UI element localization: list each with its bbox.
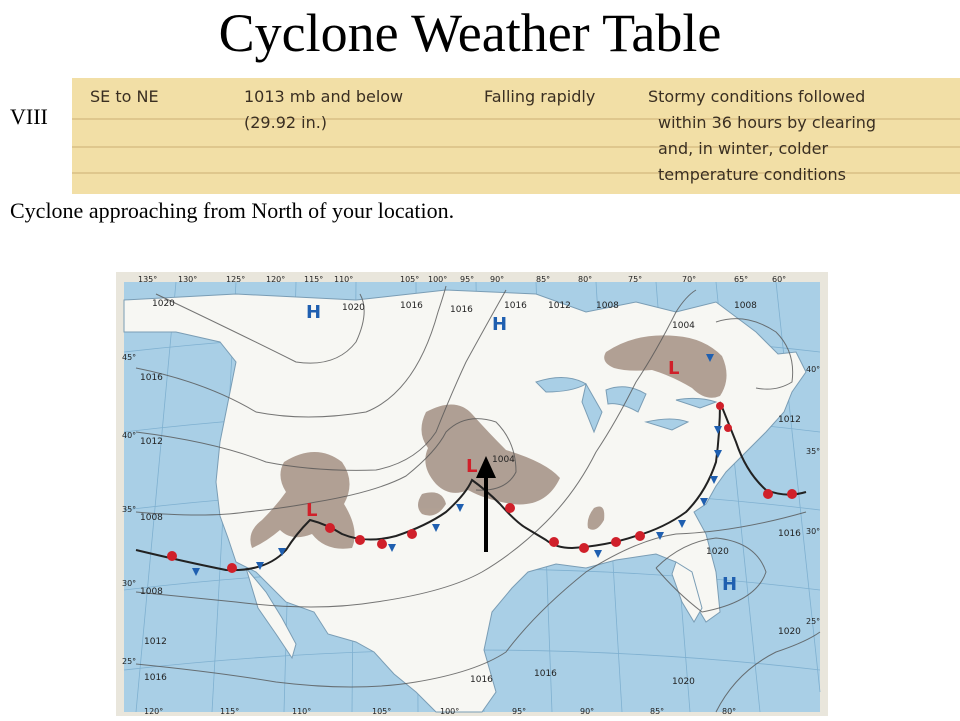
isobar-label: 1016 [140, 373, 163, 383]
isobar-label: 1008 [140, 587, 163, 597]
low-pressure-symbol: L [668, 358, 680, 379]
isobar-label: 1016 [400, 301, 423, 311]
longitude-label: 115° [220, 707, 240, 716]
forecast-line: and, in winter, colder [658, 139, 829, 158]
isobar-label: 1012 [778, 415, 801, 425]
longitude-label: 95° [512, 707, 527, 716]
longitude-label: 120° [266, 275, 286, 284]
isobar-label: 1012 [140, 437, 163, 447]
longitude-label: 90° [580, 707, 595, 716]
longitude-label: 75° [628, 275, 643, 284]
isobar-label: 1016 [504, 301, 527, 311]
isobar-label: 1016 [144, 673, 167, 683]
longitude-label: 135° [138, 275, 158, 284]
forecast-cell [648, 84, 948, 188]
weather-map [116, 272, 828, 716]
forecast-line: temperature conditions [658, 165, 846, 184]
longitude-label: 65° [734, 275, 749, 284]
longitude-label: 125° [226, 275, 246, 284]
high-pressure-symbol: H [722, 574, 738, 595]
isobar-label: 1016 [778, 529, 801, 539]
longitude-label: 105° [372, 707, 392, 716]
pressure-trend-cell: Falling rapidly [484, 87, 596, 106]
latitude-label: 30° [122, 579, 137, 588]
isobar-label: 1020 [672, 677, 695, 687]
longitude-label: 95° [460, 275, 475, 284]
slide-subtitle: Cyclone approaching from North of your location. [10, 198, 455, 223]
longitude-label: 100° [440, 707, 460, 716]
latitude-label: 40° [122, 431, 137, 440]
weather-table-row [72, 78, 960, 194]
latitude-label: 25° [806, 617, 821, 626]
latitude-label: 30° [806, 527, 821, 536]
isobar-label: 1020 [778, 627, 801, 637]
longitude-label: 110° [292, 707, 312, 716]
longitude-label: 105° [400, 275, 420, 284]
low-pressure-symbol: L [466, 456, 478, 477]
isobar-label: 1004 [492, 455, 515, 465]
high-pressure-symbol: H [306, 302, 322, 323]
isobar-label: 1008 [140, 513, 163, 523]
longitude-label: 115° [304, 275, 324, 284]
isobar-label: 1020 [152, 299, 175, 309]
longitude-labels-top [138, 275, 786, 284]
forecast-line: within 36 hours by clearing [658, 113, 877, 132]
longitude-label: 120° [144, 707, 164, 716]
latitude-label: 45° [122, 353, 137, 362]
longitude-label: 80° [722, 707, 737, 716]
forecast-line: Stormy conditions followed [648, 87, 866, 106]
slide-title: Cyclone Weather Table [218, 3, 722, 63]
isobar-label: 1020 [342, 303, 365, 313]
row-label: VIII [10, 104, 48, 129]
latitude-label: 40° [806, 365, 821, 374]
longitude-label: 60° [772, 275, 787, 284]
high-pressure-symbol: H [492, 314, 508, 335]
isobar-label: 1012 [144, 637, 167, 647]
weather-map-svg [116, 272, 828, 716]
low-pressure-symbol: L [306, 500, 318, 521]
longitude-label: 90° [490, 275, 505, 284]
isobar-label: 1008 [596, 301, 619, 311]
pressure-inches: (29.92 in.) [244, 113, 328, 132]
isobar-label: 1004 [672, 321, 695, 331]
isobar-label: 1012 [548, 301, 571, 311]
latitude-label: 25° [122, 657, 137, 666]
latitude-label: 35° [806, 447, 821, 456]
longitude-label: 85° [536, 275, 551, 284]
longitude-label: 100° [428, 275, 448, 284]
longitude-label: 130° [178, 275, 198, 284]
wind-direction-cell: SE to NE [90, 87, 159, 106]
isobar-label: 1016 [450, 305, 473, 315]
isobar-label: 1008 [734, 301, 757, 311]
latitude-label: 35° [122, 505, 137, 514]
pressure-cell [244, 84, 403, 136]
longitude-label: 70° [682, 275, 697, 284]
longitude-label: 85° [650, 707, 665, 716]
longitude-label: 80° [578, 275, 593, 284]
pressure-value: 1013 mb and below [244, 87, 404, 106]
isobar-label: 1016 [534, 669, 557, 679]
longitude-label: 110° [334, 275, 354, 284]
isobar-label: 1020 [706, 547, 729, 557]
isobar-label: 1016 [470, 675, 493, 685]
